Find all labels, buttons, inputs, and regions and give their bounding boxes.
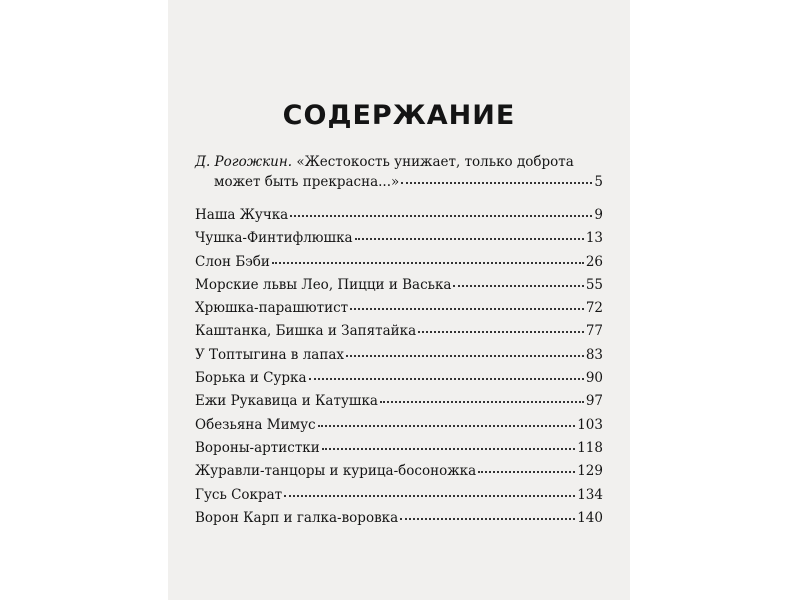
toc-entry-page: 140 — [577, 509, 603, 526]
toc-entry — [195, 510, 603, 533]
toc-entry-title: Обезьяна Мимус — [195, 416, 316, 433]
toc-entry-title: Ежи Рукавица и Катушка — [195, 393, 378, 410]
toc-entry-page: 103 — [577, 416, 603, 433]
intro-first-line — [195, 152, 603, 172]
toc-entry — [195, 440, 603, 463]
dot-leader — [318, 424, 576, 427]
toc-entry-title: Борька и Сурка — [195, 370, 307, 387]
toc-entry — [195, 254, 603, 277]
toc-entry — [195, 463, 603, 486]
dot-leader — [418, 330, 584, 333]
dot-leader — [401, 181, 592, 184]
toc-entry-page: 129 — [577, 463, 603, 480]
toc-entry-page: 9 — [594, 207, 603, 223]
dot-leader — [290, 214, 592, 217]
toc-entry-title: Ворон Карп и галка-воровка — [195, 509, 399, 526]
toc-intro-entry — [195, 152, 603, 192]
intro-author: Д. Рогожкин. — [195, 154, 293, 170]
page-title: СОДЕРЖАНИЕ — [282, 100, 516, 131]
intro-second-line — [195, 172, 603, 192]
toc-list — [195, 207, 603, 533]
dot-leader — [309, 377, 584, 380]
intro-title-line1: «Жестокость унижает, только доброта — [296, 154, 574, 170]
intro-page-number: 5 — [594, 174, 603, 190]
toc-entry — [195, 230, 603, 253]
toc-entry-title: У Топтыгина в лапах — [195, 346, 344, 363]
toc-entry-title: Журавли-танцоры и курица-босоножка — [195, 463, 477, 480]
toc-entry-title: Слон Бэби — [195, 253, 270, 270]
book-page — [168, 0, 630, 600]
toc-entry — [195, 347, 603, 370]
toc-entry-title: Вороны-артистки — [195, 439, 320, 456]
toc-entry-page: 134 — [577, 486, 603, 503]
toc-entry-page: 118 — [577, 439, 603, 456]
dot-leader — [478, 470, 575, 473]
toc-entry-page: 83 — [585, 346, 603, 363]
dot-leader — [400, 517, 575, 520]
toc-entry — [195, 323, 603, 346]
toc-entry-page: 55 — [585, 276, 603, 293]
toc-entry — [195, 300, 603, 323]
dot-leader — [350, 307, 584, 310]
toc-entry-page: 97 — [585, 393, 603, 410]
dot-leader — [272, 261, 584, 264]
toc-entry-title: Наша Жучка — [195, 207, 289, 223]
toc-entry-title: Морские львы Лео, Пицци и Васька — [195, 276, 452, 293]
toc-entry-page: 77 — [585, 323, 603, 340]
toc-entry-page: 90 — [585, 370, 603, 387]
dot-leader — [355, 237, 584, 240]
toc-entry-page: 13 — [585, 230, 603, 247]
toc-entry-title: Чушка-Финтифлюшка — [195, 230, 353, 247]
toc-entry — [195, 277, 603, 300]
toc-entry-title: Хрюшка-парашютист — [195, 300, 349, 317]
toc-entry-title: Каштанка, Бишка и Запятайка — [195, 323, 417, 340]
toc-entry-page: 26 — [585, 253, 603, 270]
toc-entry — [195, 393, 603, 416]
toc-entry-page: 72 — [585, 300, 603, 317]
dot-leader — [322, 447, 575, 450]
dot-leader — [453, 284, 583, 287]
toc-entry — [195, 370, 603, 393]
dot-leader — [346, 354, 584, 357]
toc-entry — [195, 487, 603, 510]
toc-entry-title: Гусь Сократ — [195, 486, 283, 503]
toc-entry — [195, 417, 603, 440]
dot-leader — [380, 400, 584, 403]
intro-title-line2: может быть прекрасна...» — [214, 174, 400, 190]
toc-entry — [195, 207, 603, 230]
dot-leader — [284, 494, 575, 497]
